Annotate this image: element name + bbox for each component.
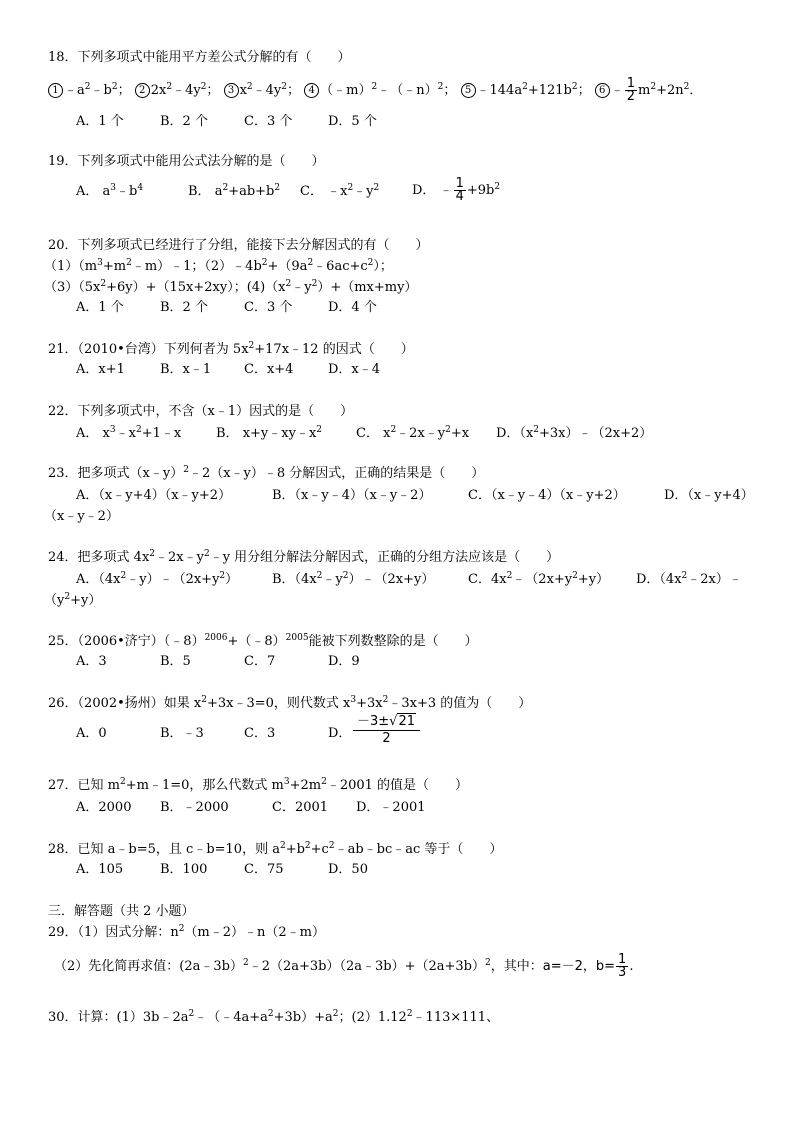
q26-option-c: C．3	[244, 726, 276, 741]
fraction-one-quarter: $\frac{1}{4}$	[455, 176, 464, 204]
q30-stem: 30．计算：$(1)3b﹣2a^2﹣(﹣4a+a^2+3b)+a^2$；$(2)1.12^2﹣113\times 111$、	[48, 1009, 500, 1025]
q24-option-a: A．$(4x^2﹣y)﹣(2x+y^2)$	[76, 571, 239, 587]
q26-stem: 26．（2002•扬州）如果 $x^2+3x﹣3=0$，则代数式 $x^3+3x^2﹣3x+3$ 的值为（ ）	[48, 695, 532, 711]
circled-number-3: 3	[224, 83, 239, 98]
q25-option-b: B．5	[160, 654, 191, 669]
q19-option-a: A． $a^3﹣b^4$	[76, 183, 144, 199]
q24-option-c: C．$4x^2﹣(2x+y^2+y)$	[468, 571, 610, 587]
q22-option-d: D．$(x^2+3x)﹣(2x+2)$	[496, 425, 653, 441]
q21-option-d: D．x﹣4	[328, 362, 381, 377]
q25-stem: 25．（2006•济宁）（﹣8）$^{2006}$+（﹣8）$^{2005}$能被下列数整除的是（ ）	[48, 633, 478, 649]
q18-items: 1 $﹣a^2﹣b^2$； 2 $2x^2﹣4y^2$； 3 $x^2﹣4y^2$； 4 （﹣m）$^2$﹣（﹣n）$^2$； 5 $﹣144a^2+121b^2$； 6 ﹣ $\frac{1}{2}$ $m^2+2n^2$．	[48, 78, 702, 103]
q20-stem: 20．下列多项式已经进行了分组，能接下去分解因式的有（ ）	[48, 238, 429, 253]
q22-option-b: B． $x+y﹣xy﹣x^2$	[216, 425, 323, 441]
q26-option-d: D．	[328, 726, 352, 741]
q25-option-c: C．7	[244, 654, 276, 669]
q24-stem: 24．把多项式 $4x^2﹣2x﹣y^2﹣y$ 用分组分解法分解因式，正确的分组方法应该是（ ）	[48, 549, 560, 565]
q26-option-b: B．﹣3	[160, 726, 204, 741]
q22-stem: 22．下列多项式中，不含（x﹣1）因式的是（ ）	[48, 404, 354, 419]
circled-number-1: 1	[48, 83, 63, 98]
q26-option-d-fraction: $\frac{-3\pm√21}{2}$	[352, 714, 421, 747]
q27-option-b: B．﹣2000	[160, 800, 229, 815]
q27-option-a: A．2000	[76, 800, 132, 815]
q28-option-b: B．100	[160, 862, 208, 877]
q23-option-d: D．（x﹣y+4）	[664, 488, 754, 503]
section-heading: 三．解答题（共 2 小题）	[48, 904, 195, 919]
q27-option-d: D．﹣2001	[356, 800, 426, 815]
q19-option-b: B． $a^2+ab+b^2$	[188, 183, 281, 199]
fraction-one-third: $\frac{1}{3}$	[618, 952, 627, 980]
q25-option-d: D．9	[328, 654, 360, 669]
q18-option-a: A．1 个	[76, 114, 124, 129]
q29-part-2: （2）先化简再求值：$(2a﹣3b)^2﹣2(2a+3b)(2a﹣3b)+(2a+3b)^2$，其中：a=－2，b= $\frac{1}{3}$ .	[54, 952, 634, 980]
q26-option-a: A．0	[76, 726, 107, 741]
q21-option-a: A．x+1	[76, 362, 125, 377]
q18-option-b: B．2 个	[160, 114, 208, 129]
q24-option-d: D．$(4x^2﹣2x)﹣$	[636, 571, 742, 587]
q28-option-d: D．50	[328, 862, 368, 877]
q27-option-c: C．2001	[272, 800, 329, 815]
q24-option-d-continued: $(y^2+y)$	[44, 592, 102, 608]
q20-option-c: C．3 个	[244, 300, 293, 315]
q20-option-d: D．4 个	[328, 300, 377, 315]
q23-option-b: B．（x﹣y﹣4）（x﹣y﹣2）	[272, 488, 432, 503]
q19-stem: 19．下列多项式中能用公式法分解的是（ ）	[48, 154, 325, 169]
q24-option-b: B．$(4x^2﹣y^2)﹣(2x+y)$	[272, 571, 435, 587]
q28-stem: 28．已知 a﹣b=5，且 c﹣b=10，则 $a^2+b^2+c^2﹣ab﹣bc﹣ac$ 等于（ ）	[48, 841, 503, 857]
q20-group-3-4: $(3)(5x^2+6y)+(15x+2xy)$；$(4)(x^2﹣y^2)+(mx+my)$	[44, 279, 418, 295]
q28-option-a: A．105	[76, 862, 124, 877]
q27-stem: 27．已知 $m^2+m﹣1=0$，那么代数式 $m^3+2m^2﹣2001$ 的值是（ ）	[48, 777, 469, 793]
circled-number-4: 4	[304, 83, 319, 98]
q23-option-c: C．（x﹣y﹣4）（x﹣y+2）	[468, 488, 626, 503]
q22-option-c: C． $x^2﹣2x﹣y^2+x$	[356, 425, 470, 441]
q21-option-c: C．x+4	[244, 362, 294, 377]
q23-option-d-continued: （x﹣y﹣2）	[44, 509, 119, 524]
q25-option-a: A．3	[76, 654, 107, 669]
q20-group-1-2: $(1)(m^3+m^2﹣m)﹣1$；$(2)﹣4b^2+(9a^2﹣6ac+c^2)$；	[44, 258, 393, 274]
q21-option-b: B．x﹣1	[160, 362, 212, 377]
circled-number-2: 2	[135, 83, 150, 98]
q20-option-b: B．2 个	[160, 300, 208, 315]
q21-stem: 21．（2010•台湾）下列何者为 $5x^2+17x﹣12$ 的因式（ ）	[48, 341, 414, 357]
fraction-one-half: $\frac{1}{2}$	[626, 76, 636, 104]
q29-part-1: 29．（1）因式分解：$n^2(m﹣2)﹣n(2﹣m)$	[48, 924, 325, 940]
q23-stem: 23．把多项式（x﹣y）$^2$﹣2（x﹣y）﹣8 分解因式，正确的结果是（ ）	[48, 465, 485, 481]
q18-option-c: C．3 个	[244, 114, 293, 129]
q18-stem: 18．下列多项式中能用平方差公式分解的有（ ）	[48, 50, 351, 65]
q22-option-a: A． $x^3﹣x^2+1﹣x$	[76, 425, 182, 441]
circled-number-6: 6	[595, 83, 610, 98]
q18-option-d: D．5 个	[328, 114, 377, 129]
q19-option-d: D． ﹣ $\frac{1}{4}$ $+9b^2$	[412, 176, 501, 204]
q23-option-a: A．（x﹣y+4）（x﹣y+2）	[76, 488, 232, 503]
q28-option-c: C．75	[244, 862, 284, 877]
q20-option-a: A．1 个	[76, 300, 124, 315]
circled-number-5: 5	[461, 83, 476, 98]
q19-option-c: C． $﹣x^2﹣y^2$	[300, 183, 380, 199]
